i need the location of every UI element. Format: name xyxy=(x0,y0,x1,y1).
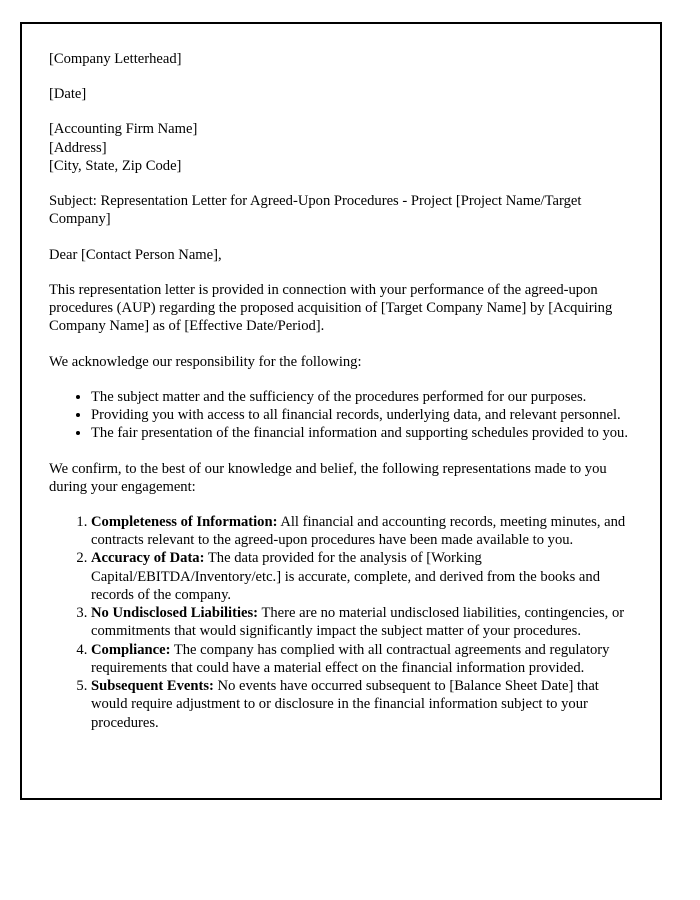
list-item: • Providing you with access to all financial records, underlying data, and relevant personnel. xyxy=(91,406,633,424)
representation-title: No Undisclosed Liabilities: xyxy=(91,605,259,622)
list-item xyxy=(91,513,633,549)
subject-line: Subject: Representation Letter for Agreed-Upon Procedures - Project [Project Name/Target Company] xyxy=(49,193,582,228)
representation-title: Subsequent Events: xyxy=(91,678,214,695)
letterhead-placeholder: [Company Letterhead] xyxy=(49,51,182,67)
representation-text: The data provided for the analysis of [Working Capital/EBITDA/Inventory/etc.] is accurate, complete, and derived from the books and records of the company. xyxy=(91,550,600,603)
list-item: • The subject matter and the sufficiency of the procedures performed for our purposes. xyxy=(91,388,633,406)
representation-title: Compliance: xyxy=(91,641,171,658)
recipient-firm: [Accounting Firm Name] xyxy=(49,121,198,138)
responsibility-list xyxy=(49,388,633,443)
date-line: [Date] xyxy=(49,86,87,103)
recipient-address: [Address] xyxy=(49,139,107,156)
recipient-city-state-zip: [City, State, Zip Code] xyxy=(49,157,182,174)
representation-text: There are no material undisclosed liabilities, contingencies, or commitments that would significantly impact the subject matter of your procedures. xyxy=(91,605,625,640)
list-item xyxy=(91,641,633,677)
intro-paragraph: This representation letter is provided in connection with your performance of the agreed-upon procedures (AUP) regarding the proposed acquisition of [Target Company Name] by [Acquiring Company Name] as of [Effective Date/Period]. xyxy=(49,281,613,335)
representations-list xyxy=(49,513,633,732)
list-item xyxy=(91,549,633,604)
recipient-block xyxy=(49,120,633,175)
representation-title: Accuracy of Data: xyxy=(91,550,205,567)
representation-text: No events have occurred subsequent to [Balance Sheet Date] that would require adjustment to or disclosure in the financial information subject to your procedures. xyxy=(91,678,599,731)
acknowledgement-heading: We acknowledge our responsibility for the following: xyxy=(49,353,362,370)
list-item: • The fair presentation of the financial information and supporting schedules provided to you. xyxy=(91,424,633,442)
representation-text: The company has complied with all contractual agreements and regulatory requirements that could have a material effect on the financial information provided. xyxy=(91,641,610,676)
representation-text: All financial and accounting records, meeting minutes, and contracts relevant to the agreed-upon procedures have been made available to you. xyxy=(91,513,626,549)
list-item xyxy=(91,604,633,640)
letter-document xyxy=(20,22,662,800)
representation-title: Completeness of Information: xyxy=(91,513,278,530)
salutation: Dear [Contact Person Name], xyxy=(49,246,222,263)
list-item xyxy=(91,677,633,732)
confirmation-heading: We confirm, to the best of our knowledge and belief, the following representations made to you during your engagement: xyxy=(49,460,607,495)
